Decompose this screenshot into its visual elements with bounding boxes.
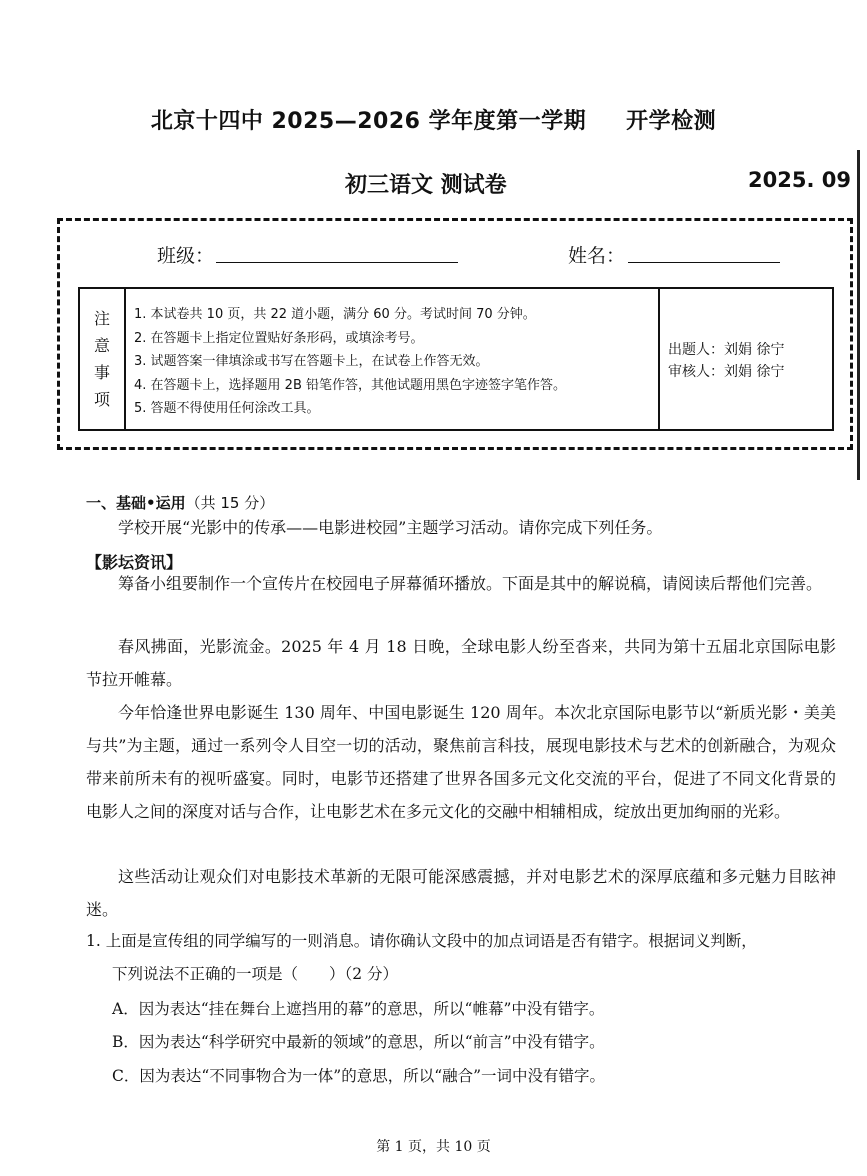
task-paragraph: 筹备小组要制作一个宣传片在校园电子屏幕循环播放。下面是其中的解说稿，请阅读后帮他们完善。 [118, 574, 823, 593]
page-footer: 第 1 页，共 10 页 [376, 1139, 491, 1155]
passage-paragraph-2: 今年恰逢世界电影诞生 130 周年、中国电影诞生 120 周年。本次北京国际电影节以“新质光影・美美与共”为主题，通过一系列令人目空一切的活动，聚焦前言科技，展现电影技术与艺术的创新融合，为观众带来前所未有的视听盛宴。同时，电影节还搭建了世界各国多元文化交流的平台，促进了不同文化背景的电影人之间的深度对话与合作，让电影艺术在多元文化的交融中相辅相成，绽放出更加绚丽的光彩。 [86, 703, 836, 821]
section-heading: 一、基础•运用（共 15 分） [86, 494, 275, 512]
name-field[interactable] [628, 262, 780, 263]
option-a: A．因为表达“挂在舞台上遮挡用的幕”的意思，所以“帷幕”中没有错字。 [112, 1000, 605, 1018]
passage-paragraph-3: 这些活动让观众们对电影技术革新的无限可能深感震撼，并对电影艺术的深厚底蕴和多元魅力目眩神迷。 [86, 867, 836, 919]
name-label: 姓名： [568, 245, 626, 267]
rule-item: 4. 在答题卡上，选择题用 2B 铅笔作答，其他试题用黑色字迹签字笔作答。 [134, 377, 566, 393]
option-c: C．因为表达“不同事物合为一体”的意思，所以“融合”一词中没有错字。 [112, 1067, 606, 1085]
option-b: B．因为表达“科学研究中最新的领域”的意思，所以“前言”中没有错字。 [112, 1033, 605, 1051]
passage-paragraph-1: 春风拂面，光影流金。2025 年 4 月 18 日晚，全球电影人纷至沓来，共同为第十五届北京国际电影节拉开帷幕。 [86, 637, 836, 689]
exam-subtitle: 初三语文 测试卷 [345, 173, 507, 198]
rule-item: 2. 在答题卡上指定位置贴好条形码，或填涂考号。 [134, 330, 424, 346]
notice-table [78, 287, 834, 431]
section-intro: 学校开展“光影中的传承——电影进校园”主题学习活动。请你完成下列任务。 [118, 518, 663, 537]
exam-title: 北京十四中 2025—2026 学年度第一学期 开学检测 [150, 109, 717, 134]
rule-item: 5. 答题不得使用任何涂改工具。 [134, 401, 320, 416]
scan-edge [857, 150, 860, 480]
question-1-stem: 1. 上面是宣传组的同学编写的一则消息。请你确认文段中的加点词语是否有错字。根据词义判断， [86, 932, 757, 950]
rule-item: 1. 本试卷共 10 页，共 22 道小题，满分 60 分。考试时间 70 分钟。 [134, 307, 536, 322]
class-field[interactable] [216, 262, 458, 263]
setter: 出题人：刘娟 徐宁 [668, 342, 785, 358]
exam-date: 2025. 09 [748, 168, 851, 192]
notice-staff [660, 289, 832, 429]
class-label: 班级： [157, 245, 215, 267]
subsection-heading: 【影坛资讯】 [86, 553, 183, 572]
reviewer: 审核人：刘娟 徐宁 [668, 364, 785, 380]
notice-heading: 注 意 事 项 [80, 289, 126, 429]
question-1-stem-2: 下列说法不正确的一项是（ ）（2 分） [112, 965, 399, 983]
rule-item: 3. 试题答案一律填涂或书写在答题卡上，在试卷上作答无效。 [134, 354, 489, 369]
notice-rules [126, 289, 660, 429]
